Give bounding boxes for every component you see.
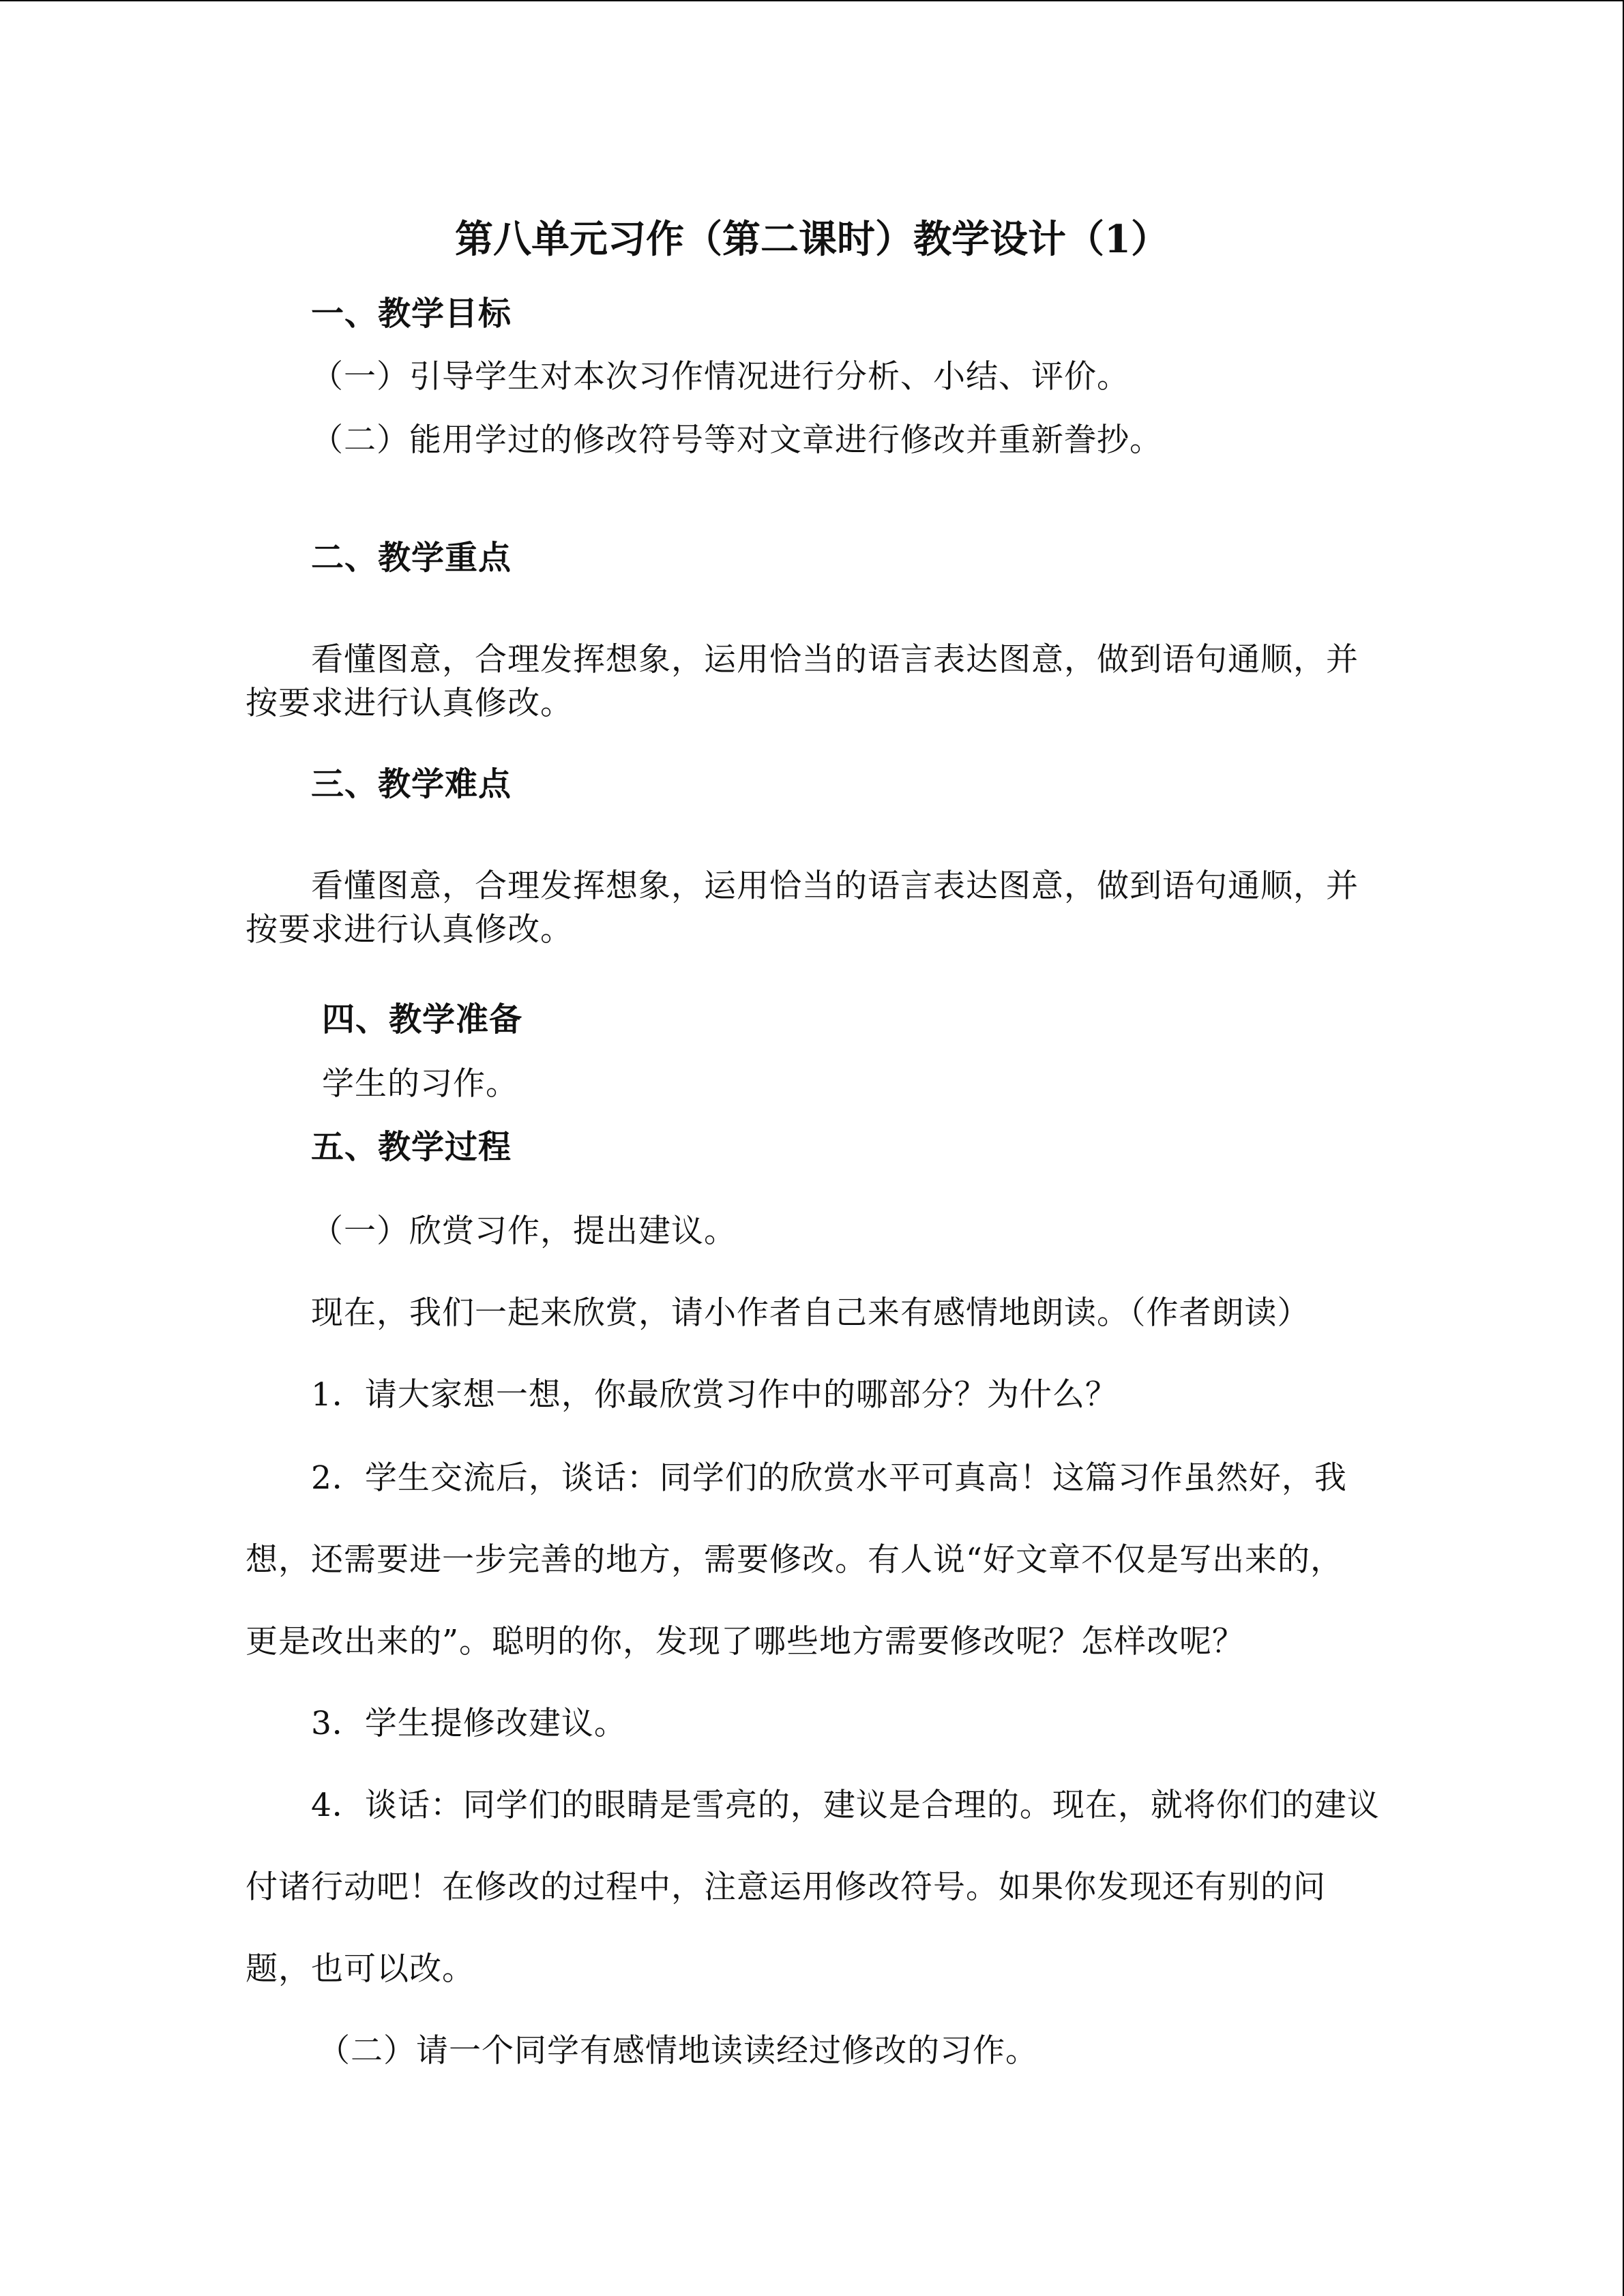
process-part-2-title: （二）请一个同学有感情地读读经过修改的习作。 — [318, 2032, 1038, 2070]
difficulty-line-1: 看懂图意，合理发挥想象，运用恰当的语言表达图意，做到语句通顺，并 — [311, 867, 1359, 905]
difficulty-line-2: 按要求进行认真修改。 — [246, 911, 573, 949]
page-title: 第八单元习作（第二课时）教学设计（1） — [455, 217, 1169, 262]
process-step-2-line-1: 2．学生交流后，谈话：同学们的欣赏水平可真高！这篇习作虽然好，我 — [311, 1459, 1347, 1497]
process-step-4-line-3: 题，也可以改。 — [246, 1950, 475, 1988]
section4-heading: 四、教学准备 — [322, 1000, 523, 1039]
section1-heading: 一、教学目标 — [311, 295, 512, 333]
objective-item-2: （二）能用学过的修改符号等对文章进行修改并重新誊抄。 — [311, 421, 1162, 459]
process-step-2-line-2: 想，还需要进一步完善的地方，需要修改。有人说“好文章不仅是写出来的， — [246, 1541, 1344, 1579]
key-point-line-2: 按要求进行认真修改。 — [246, 685, 573, 722]
process-step-2-line-3: 更是改出来的”。聪明的你，发现了哪些地方需要修改呢？怎样改呢？ — [246, 1623, 1245, 1660]
section5-heading: 五、教学过程 — [311, 1128, 512, 1166]
section3-heading: 三、教学难点 — [311, 765, 512, 803]
process-step-3: 3．学生提修改建议。 — [311, 1705, 627, 1742]
process-step-4-line-2: 付诸行动吧！在修改的过程中，注意运用修改符号。如果你发现还有别的问 — [246, 1868, 1326, 1906]
process-part-1-title: （一）欣赏习作，提出建议。 — [311, 1212, 737, 1250]
process-intro: 现在，我们一起来欣赏，请小作者自己来有感情地朗读。（作者朗读） — [311, 1294, 1310, 1332]
preparation-text: 学生的习作。 — [322, 1065, 518, 1103]
section2-heading: 二、教学重点 — [311, 539, 512, 577]
key-point-line-1: 看懂图意，合理发挥想象，运用恰当的语言表达图意，做到语句通顺，并 — [311, 641, 1359, 679]
process-step-4-line-1: 4．谈话：同学们的眼睛是雪亮的，建议是合理的。现在，就将你们的建议 — [311, 1787, 1380, 1824]
objective-item-1: （一）引导学生对本次习作情况进行分析、小结、评价。 — [311, 358, 1130, 396]
process-step-1: 1．请大家想一想，你最欣赏习作中的哪部分？为什么？ — [311, 1376, 1118, 1414]
